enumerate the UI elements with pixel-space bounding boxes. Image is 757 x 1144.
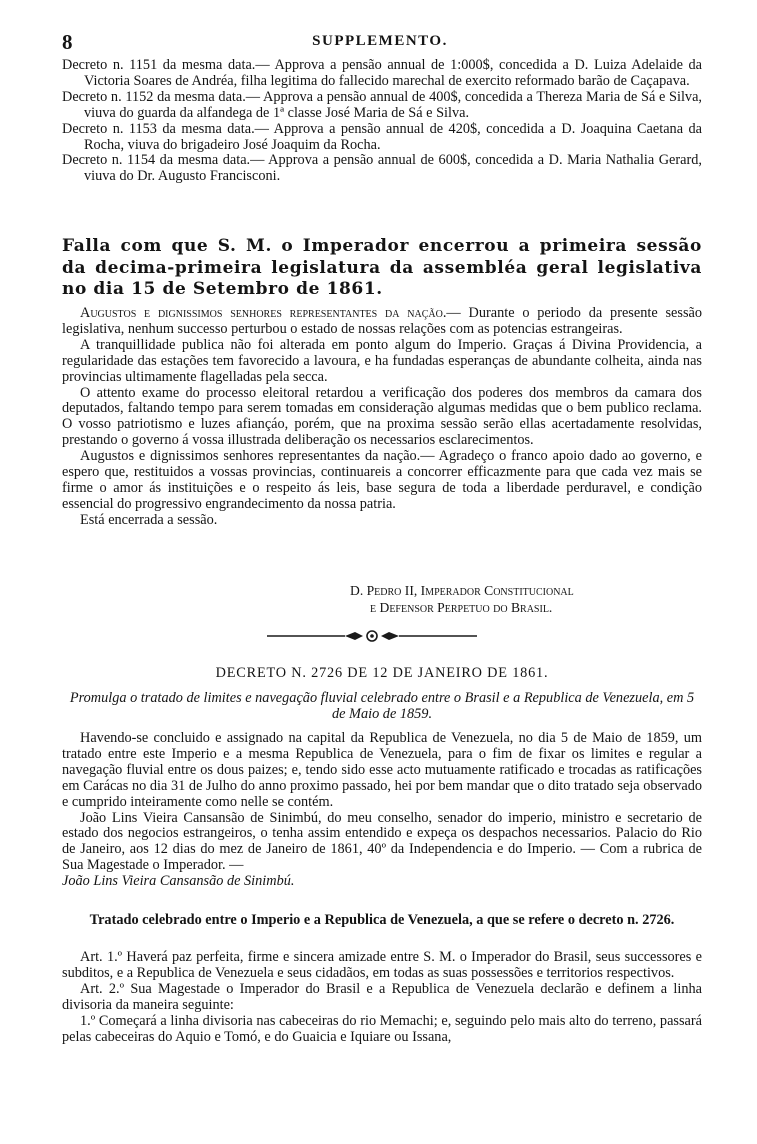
- treaty-article-item: 1.º Começará a linha divisoria nas cabeceiras do rio Memachi; e, seguindo pelo mais alto do terreno, passará pelas cabeceiras do Aquio e Tomó, e do Guaicia e Iquiare ou Issana,: [62, 1012, 702, 1045]
- decree-signed: João Lins Vieira Cansansão de Sinimbú.: [62, 873, 295, 890]
- signature-line: D. Pedro II, Imperador Constitucional: [350, 583, 574, 598]
- decree-entry: Decreto n. 1154 da mesma data.— Approva a pensão annual de 600$, concedida a D. Maria Nathalia Gerard, viuva do Dr. Augusto Francisconi.: [62, 152, 702, 185]
- treaty-title-ref: n. 2726.: [627, 912, 675, 928]
- treaty-title-text: Tratado celebrado entre o Imperio e a Republica de Venezuela, a que se refere o decreto: [89, 912, 624, 928]
- decree-entry: Decreto n. 1151 da mesma data.— Approva a pensão annual de 1:000$, concedida a D. Luiza Adelaide da Victoria Soares de Andréa, filha legitima do fallecido marechal de exercito reformado barão de Caçapava.: [62, 57, 702, 89]
- decree-paragraph: João Lins Vieira Cansansão de Sinimbú, do meu conselho, senador do imperio, ministro e secretario de estado dos negocios estrangeiros, o tenha assim entendido e expeça os despachos necessarios. Palacio do Rio de Janeiro, aos 12 dias do mez de Janeiro de 1861, 40º da Independencia e do Imperio. — Com a rubrica de Sua Magestade o Imperador. —: [62, 809, 702, 874]
- decree-paragraph: Havendo-se concluido e assignado na capital da Republica de Venezuela, no dia 5 de Maio de 1859, um tratado entre este Imperio e a mesma Republica de Venezuela, para o fim de fixar os limites e regular a navegação fluvial entre os dous paizes; e, tendo sido esse acto mutuamente ratificado e trocadas as ratificações em Carácas no dia 31 de Julho do anno proximo passado, hei por bem mandar que o dito tratado seja observado e cumprido inteiramente como nelle se contém.: [62, 730, 702, 810]
- page-number: 8: [62, 30, 73, 54]
- decree-title: DECRETO N. 2726 DE 12 DE JANEIRO DE 1861.: [215, 665, 549, 681]
- treaty-title: [62, 912, 702, 928]
- page-header: [62, 30, 698, 52]
- speech-body: [62, 306, 702, 529]
- signature-line: e Defensor Perpetuo do Brasil.: [370, 599, 553, 615]
- speech-paragraph: O attento exame do processo eleitoral retardou a verificação dos poderes dos membros da camara dos deputados, faltando tempo para serem tomadas em consideração algumas medidas que o bem publico reclama. O vosso patriotismo e luzes afiançáo, porém, que na proxima sessão serão ellas acertadamente resolvidas, prestando o governo á vossa illustrada deliberação os necessarios esclarecimentos.: [62, 384, 702, 449]
- decree-entry: Decreto n. 1152 da mesma data.— Approva a pensão annual de 400$, concedida a Thereza Maria de Sá e Silva, viuva do guarda da alfandega de 1ª classe José Maria de Sá e Silva.: [62, 88, 702, 121]
- treaty-article: Art. 2.º Sua Magestade o Imperador do Brasil e a Republica de Venezuela declarão e definem a linha divisoria da maneira seguinte:: [62, 980, 702, 1013]
- speech-title: Falla com que S. M. o Imperador encerrou a primeira sessão da decima-primeira legislatura da assembléa geral legislativa no dia 15 de Setembro de 1861.: [62, 236, 702, 299]
- ornamental-divider: [267, 626, 477, 646]
- treaty-body: [62, 950, 702, 1045]
- decree-list: [62, 58, 702, 185]
- speech-paragraph: Augustos e dignissimos senhores representantes da nação.— Agradeço o franco apoio dado ao governo, e espero que, restituidos a vossas provincias, continuareis a concorrer efficazmente para que cada vez mais se firme o amor ás instituições e o respeito ás leis, base segura de toda a liberdade perduravel, e condição essencial do progressivo engrandecimento da nossa patria.: [62, 448, 702, 512]
- running-title: SUPPLEMENTO.: [312, 33, 448, 49]
- speech-paragraph: Está encerrada a sessão.: [80, 511, 218, 528]
- speech-paragraph: [62, 306, 702, 338]
- decree-subtitle: Promulga o tratado de limites e navegação fluvial celebrado entre o Brasil e a Republica de Venezuela, em 5 de Maio de 1859.: [69, 690, 695, 722]
- decree-body: [62, 731, 702, 890]
- treaty-article: Art. 1.º Haverá paz perfeita, firme e sincera amizade entre S. M. o Imperador do Brasil, seus successores e subditos, e a Republica de Venezuela e seus cidadãos, em todas as suas possessões e territorios respectivos.: [62, 949, 702, 981]
- speech-paragraph-text: — Durante o periodo da presente sessão legislativa, nenhum successo perturbou o estado de nossas relações com as potencias estrangeiras.: [62, 305, 703, 337]
- speech-paragraph: A tranquillidade publica não foi alterada em ponto algum do Imperio. Graças á Divina Providencia, a regularidade das estações tem favorecido a lavoura, e ha fundadas esperanças de abundante colheita, ainda nas provincias ultimamente flagelladas pela secca.: [62, 336, 702, 385]
- speech-signature: [350, 583, 710, 616]
- speech-salutation: Augustos e dignissimos senhores representantes da nação.: [80, 305, 447, 321]
- decree-entry: Decreto n. 1153 da mesma data.— Approva a pensão annual de 420$, concedida a D. Joaquina Caetana da Rocha, viuva do brigadeiro José Joaquim da Rocha.: [62, 120, 702, 153]
